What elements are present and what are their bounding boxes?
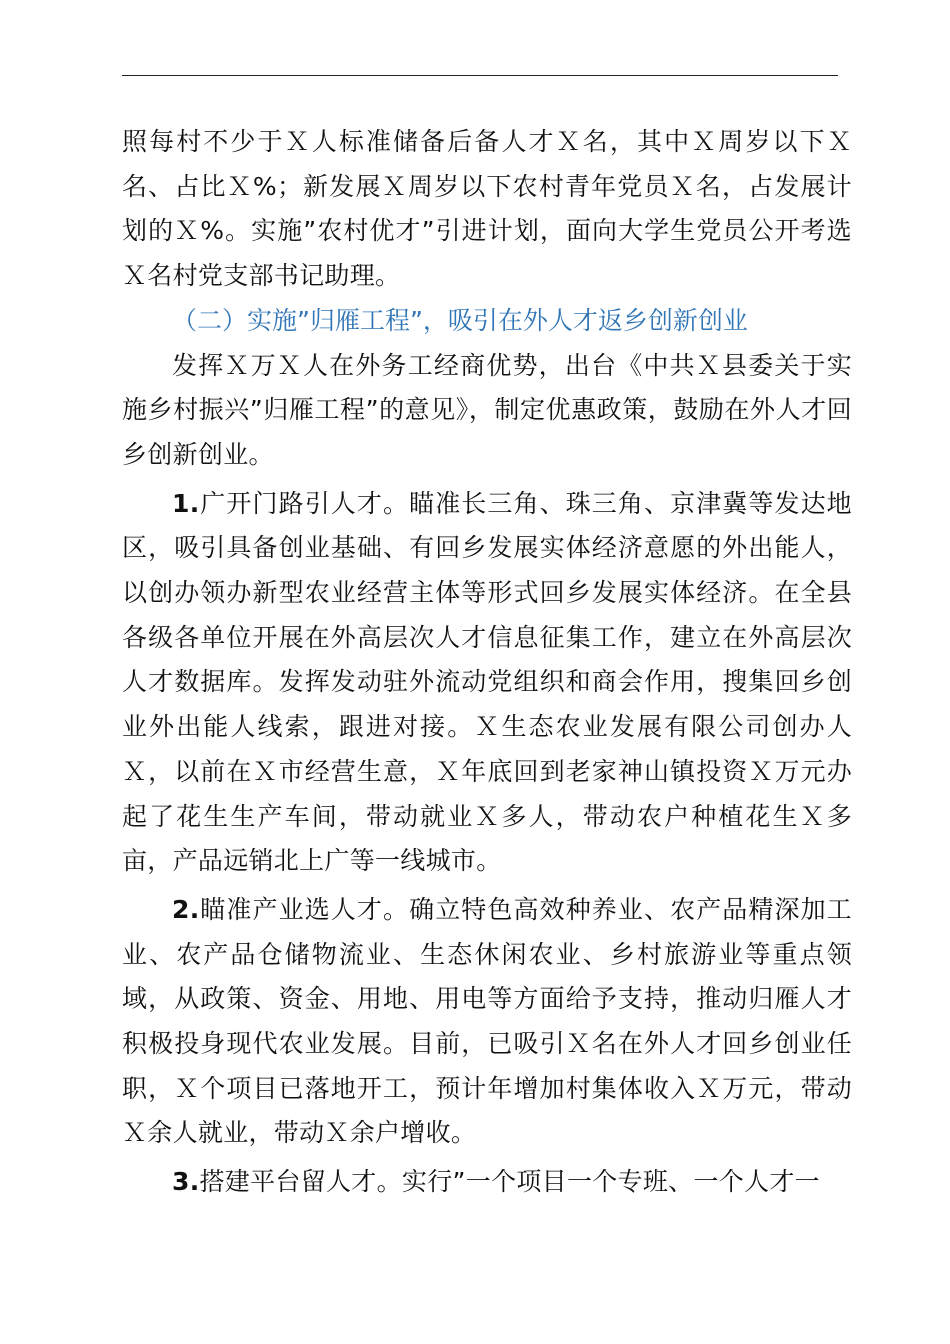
item-text-2: 瞄准产业选人才。确立特色高效种养业、农产品精深加工业、农产品仓储物流业、生态休闲农业、乡村旅游业等重点领域，从政策、资金、用地、用电等方面给予支持，推动归雁人才积极投身现代农业发展。目前，已吸引Ｘ名在外人才回乡创业任职，Ｘ个项目已落地开工，预计年增加村集体收入Ｘ万元，带动Ｘ余人就业，带动Ｘ余户增收。 — [122, 894, 852, 1148]
section-heading-2: （二）实施”归雁工程”，吸引在外人才返乡创新创业 — [172, 305, 748, 335]
item-number-2: 2. — [172, 894, 200, 924]
item-text-1: 广开门路引人才。瞄准长三角、珠三角、京津冀等发达地区，吸引具备创业基础、有回乡发展实体经济意愿的外出能人，以创办领办新型农业经营主体等形式回乡发展实体经济。在全县各级各单位开展在外高层次人才信息征集工作，建立在外高层次人才数据库。发挥发动驻外流动党组织和商会作用，搜集回乡创业外出能人线索，跟进对接。Ｘ生态农业发展有限公司创办人Ｘ，以前在Ｘ市经营生意，Ｘ年底回到老家神山镇投资Ｘ万元办起了花生生产车间，带动就业Ｘ多人，带动农户种植花生Ｘ多亩，产品远销北上广等一线城市。 — [122, 488, 852, 876]
list-item-2 — [122, 888, 852, 1156]
item-number-3: 3. — [172, 1167, 200, 1197]
header-rule — [122, 75, 838, 76]
item-number-1: 1. — [172, 488, 200, 518]
paragraph-continued: 照每村不少于Ｘ人标准储备后备人才Ｘ名，其中Ｘ周岁以下Ｘ名、占比Ｘ%；新发展Ｘ周岁以下农村青年党员Ｘ名，占发展计划的Ｘ%。实施”农村优才”引进计划，面向大学生党员公开考选Ｘ名村党支部书记助理。 — [122, 127, 852, 291]
document-body — [122, 120, 852, 1205]
list-item-3 — [122, 1160, 852, 1205]
list-item-1 — [122, 482, 852, 884]
item-text-3: 搭建平台留人才。实行”一个项目一个专班、一个人才一 — [199, 1167, 820, 1197]
paragraph-intro: 发挥Ｘ万Ｘ人在外务工经商优势，出台《中共Ｘ县委关于实施乡村振兴”归雁工程”的意见》，制定优惠政策，鼓励在外人才回乡创新创业。 — [122, 350, 852, 469]
